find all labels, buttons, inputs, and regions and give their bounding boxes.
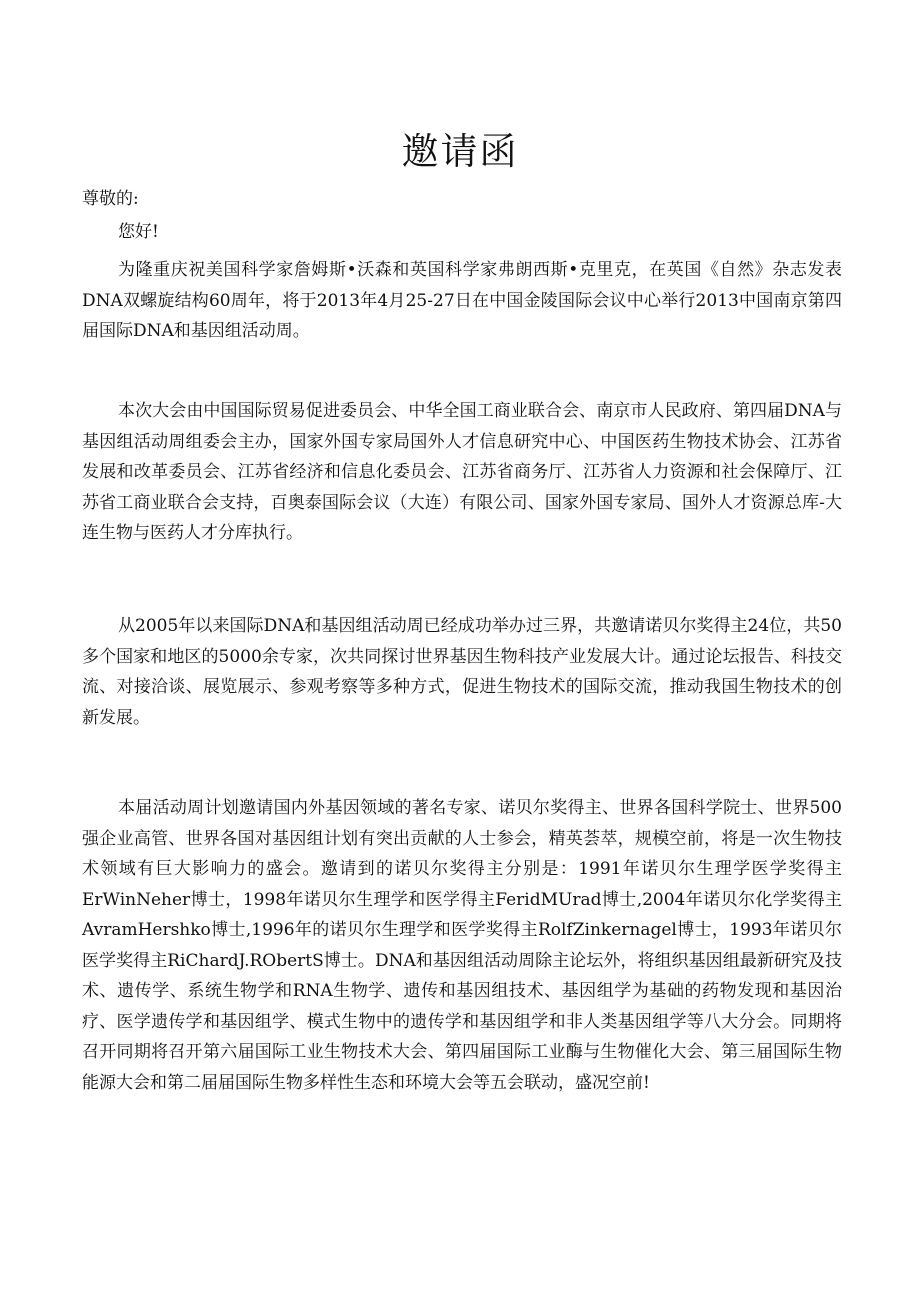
salutation: 尊敬的: bbox=[82, 189, 139, 209]
paragraph-history: 从2005年以来国际DNA和基因组活动周已经成功举办过三界，共邀请诺贝尔奖得主24位，共50多个国家和地区的5000余专家，次共同探讨世界基因生物科技产业发展大计。通过论坛报告、科技交流、对接洽谈、展览展示、参观考察等多种方式，促进生物技术的国际交流，推动我国生物技术的创新发展。 bbox=[82, 616, 842, 728]
page-title: 邀请函 bbox=[401, 130, 519, 173]
paragraph-anniversary: 为隆重庆祝美国科学家詹姆斯•沃森和英国科学家弗朗西斯•克里克，在英国《自然》杂志发表DNA双螺旋结构60周年，将于2013年4月25-27日在中国金陵国际会议中心举行2013中国南京第四届国际DNA和基因组活动周。 bbox=[82, 260, 842, 341]
greeting: 您好! bbox=[118, 222, 159, 242]
paragraph-organizers: 本次大会由中国国际贸易促进委员会、中华全国工商业联合会、南京市人民政府、第四届DNA与基因组活动周组委会主办，国家外国专家局国外人才信息研究中心、中国医药生物技术协会、江苏省发展和改革委员会、江苏省经济和信息化委员会、江苏省商务厅、江苏省人力资源和社会保障厅、江苏省工商业联合会支持，百奥泰国际会议（大连）有限公司、国家外国专家局、国外人才资源总库-大连生物与医药人才分库执行。 bbox=[82, 401, 842, 543]
paragraph-program: 本届活动周计划邀请国内外基因领域的著名专家、诺贝尔奖得主、世界各国科学院士、世界500强企业高管、世界各国对基因组计划有突出贡献的人士参会，精英荟萃，规模空前，将是一次生物技术领域有巨大影响力的盛会。邀请到的诺贝尔奖得主分别是：1991年诺贝尔生理学医学奖得主ErWinNeher博士，1998年诺贝尔生理学和医学得主FeridMUrad博士,2004年诺贝尔化学奖得主AvramHershko博士,1996年的诺贝尔生理学和医学奖得主RolfZinkernagel博士，1993年诺贝尔医学奖得主RiChardJ.RObertS博士。DNA和基因组活动周除主论坛外，将组织基因组最新研究及技术、遗传学、系统生物学和RNA生物学、遗传和基因组技术、基因组学为基础的药物发现和基因治疗、医学遗传学和基因组学、模式生物中的遗传学和基因组学和非人类基因组学等八大分会。同期将召开同期将召开第六届国际工业生物技术大会、第四届国际工业酶与生物催化大会、第三届国际生物能源大会和第二届届国际生物多样性生态和环境大会等五会联动，盛况空前! bbox=[82, 798, 842, 1093]
